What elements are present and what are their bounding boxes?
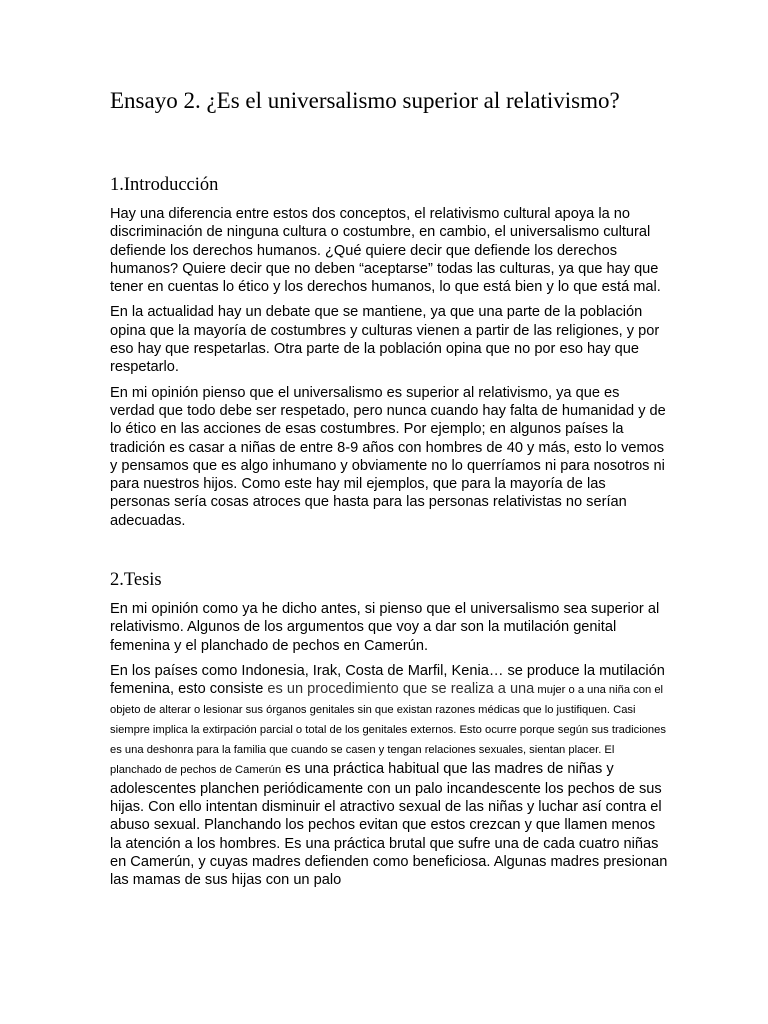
section-tesis — [110, 568, 668, 890]
paragraph: En mi opinión como ya he dicho antes, si pienso que el universalismo sea superior al relativismo. Algunos de los argumentos que voy a dar son la mutilación genital femenina y el planchado de pechos en Camerún. — [110, 601, 660, 654]
document-title: Ensayo 2. ¿Es el universalismo superior al relativismo? — [110, 88, 620, 113]
paragraph: Hay una diferencia entre estos dos conceptos, el relativismo cultural apoya la no discriminación de ninguna cultura o costumbre, en cambio, el universalismo cultural defiende los derechos humanos. ¿Qué quiere decir que defiende los derechos humanos? Quiere decir que no deben “aceptarse” todas las culturas, ya que hay que tener en cuentas lo ético y los derechos humanos, lo que está bien y lo que está mal. — [110, 206, 661, 296]
paragraph: En mi opinión pienso que el universalismo es superior al relativismo, ya que es verdad que todo debe ser respetado, pero nunca cuando hay falta de humanidad y de lo ético en las acciones de esas costumbres. Por ejemplo; en algunos países la tradición es casar a niñas de entre 8-9 años con hombres de 40 y más, esto lo vemos y pensamos que es algo inhumano y obviamente no lo querríamos ni para nosotros ni para nuestros hijos. Como este hay mil ejemplos, que para la mayoría de las personas sería cosas atroces que hasta para las personas relativistas no serían adecuadas. — [110, 384, 666, 529]
pasted-definition-small-text: mujer o a una niña con el objeto de alterar o lesionar sus órganos genitales sin que existan razones médicas que lo justifiquen. Casi siempre implica la extirpación parcial o total de los genitales externos. Esto ocurre porque según sus tradiciones es una deshonra para la familia que cuando se casen y tengan relaciones sexuales, sientan placer. El planchado de pechos de Camerún — [110, 684, 666, 776]
section-introduccion — [110, 173, 668, 530]
paragraph-text: es una práctica habitual que las madres de niñas y adolescentes planchen periódicamente con un palo incandescente los pechos de sus hijas. Con ello intentan disminuir el atractivo sexual de las niñas y luchar así contra el abuso sexual. Planchando los pechos evitan que estos crezcan y que llamen menos la atención a los hombres. Es una práctica brutal que sufre una de cada cuatro niñas en Camerún, y cuyas madres defienden como beneficiosa. Algunas madres presionan las mamas de sus hijas con un palo — [110, 760, 668, 889]
section-heading: 1.Introducción — [110, 175, 219, 195]
paragraph-text: En los países como Indonesia, Irak, Costa de Marfil, Kenia… se produce la mutilación femenina, esto consiste — [110, 662, 665, 698]
paragraph — [110, 662, 668, 890]
section-spacer — [110, 537, 668, 568]
pasted-definition-lead: es un procedimiento que se realiza a una — [267, 681, 535, 698]
section-heading: 2.Tesis — [110, 570, 162, 591]
paragraph: En la actualidad hay un debate que se mantiene, ya que una parte de la población opina que la mayoría de costumbres y culturas vienen a partir de las religiones, y por eso hay que respetarlas. Otra parte de la población opina que no por eso hay que respetarlo. — [110, 304, 660, 376]
